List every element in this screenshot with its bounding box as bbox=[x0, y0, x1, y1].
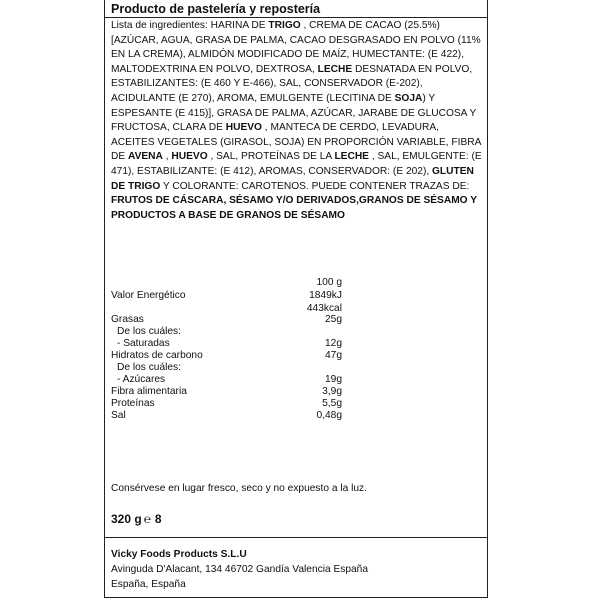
energy-label: Valor Energético bbox=[111, 290, 186, 301]
salt-label: Sal bbox=[111, 410, 126, 421]
energy-kcal-value: 443kcal bbox=[306, 303, 342, 314]
allergen-highlight: AVENA bbox=[127, 151, 163, 163]
estimated-sign-icon: ℮ bbox=[143, 512, 151, 526]
fat-of-which-label: De los cuáles: bbox=[117, 326, 181, 337]
ingredient-text: , SAL, EMULGENTE: (E 471), ESTABILIZANTE: (E 412), AROMAS, CONSERVADOR: (E 202), bbox=[111, 151, 482, 177]
product-title: Producto de pastelería y repostería bbox=[111, 2, 321, 16]
ingredient-text: DESNATADA EN POLVO, ESTABILIZANTES: (E 460 Y E-466), SAL, CONSERVADOR (E-202), ACIDULANTE (E 270), AROMA, EMULGENTE (LECITINA DE bbox=[111, 63, 473, 104]
fibre-value: 3,9g bbox=[322, 386, 342, 397]
carbs-of-which-label: De los cuáles: bbox=[117, 362, 181, 373]
carbs-value: 47g bbox=[325, 350, 342, 361]
ingredient-text: , MANTECA DE CERDO, LEVADURA, ACEITES VEGETALES (GIRASOL, SOJA) EN PROPORCIÓN VARIABLE, FIBRA DE bbox=[111, 122, 481, 163]
title-divider bbox=[104, 17, 488, 18]
weight-amount: 320 g bbox=[111, 512, 142, 526]
protein-label: Proteínas bbox=[111, 398, 155, 409]
energy-kj-value: 1849kJ bbox=[309, 290, 342, 301]
allergen-highlight: HUEVO bbox=[171, 151, 208, 163]
fat-label: Grasas bbox=[111, 314, 144, 325]
ingredient-text: Y COLORANTE: CAROTENOS. PUEDE CONTENER TRAZAS DE: bbox=[160, 180, 470, 192]
company-name: Vicky Foods Products S.L.U bbox=[111, 549, 247, 560]
allergen-highlight: SOJA bbox=[394, 92, 423, 104]
allergen-highlight: FRUTOS DE CÁSCARA, SÉSAMO Y/O DERIVADOS,GRANOS DE SÉSAMO Y PRODUCTOS A BASE DE GRANOS DE SÉSAMO bbox=[111, 195, 477, 221]
ingredient-text: , SAL, PROTEÍNAS DE LA bbox=[207, 151, 335, 163]
company-address: Avinguda D'Alacant, 134 46702 Gandía Valencia España bbox=[111, 564, 369, 575]
per-100g-header: 100 g bbox=[316, 277, 342, 288]
ingredient-text: , bbox=[162, 151, 172, 163]
carbs-label: Hidratos de carbono bbox=[111, 350, 203, 361]
allergen-highlight: TRIGO bbox=[268, 20, 301, 31]
salt-value: 0,48g bbox=[316, 410, 342, 421]
ingredient-text: ) Y ESPESANTE (E 415)], GRASA DE PALMA, AZÚCAR, JARABE DE GLUCOSA Y FRUCTOSA, CLARA DE bbox=[111, 92, 477, 134]
net-weight bbox=[111, 512, 162, 526]
fat-value: 25g bbox=[325, 314, 342, 325]
unit-count: 8 bbox=[154, 512, 162, 526]
sugars-label: - Azúcares bbox=[117, 374, 166, 385]
allergen-highlight: LECHE bbox=[317, 63, 353, 75]
company-country: España, España bbox=[111, 579, 186, 590]
protein-value: 5,5g bbox=[322, 398, 342, 409]
fibre-label: Fibra alimentaria bbox=[111, 386, 187, 397]
allergen-highlight: LECHE bbox=[334, 151, 369, 163]
saturated-value: 12g bbox=[325, 338, 342, 349]
ingredient-text: Lista de ingredientes: HARINA DE bbox=[111, 20, 269, 31]
ingredient-text: , CREMA DE CACAO (25.5%) [AZÚCAR, AGUA, GRASA DE PALMA, CACAO DESGRASADO EN POLVO (11% EN LA CREMA), ALMIDÓN MODIFICADO DE MAÍZ, HUMECTANTE: (E 422), MALTODEXTRINA EN POLVO, DEXTROSA, bbox=[111, 20, 481, 75]
company-divider bbox=[104, 537, 488, 538]
allergen-highlight: GLUTEN DE TRIGO bbox=[111, 165, 474, 192]
saturated-label: - Saturadas bbox=[117, 338, 170, 349]
sugars-value: 19g bbox=[325, 374, 342, 385]
ingredients-list bbox=[111, 19, 483, 223]
allergen-highlight: HUEVO bbox=[225, 122, 262, 134]
storage-instructions: Consérvese en lugar fresco, seco y no expuesto a la luz. bbox=[111, 483, 367, 494]
